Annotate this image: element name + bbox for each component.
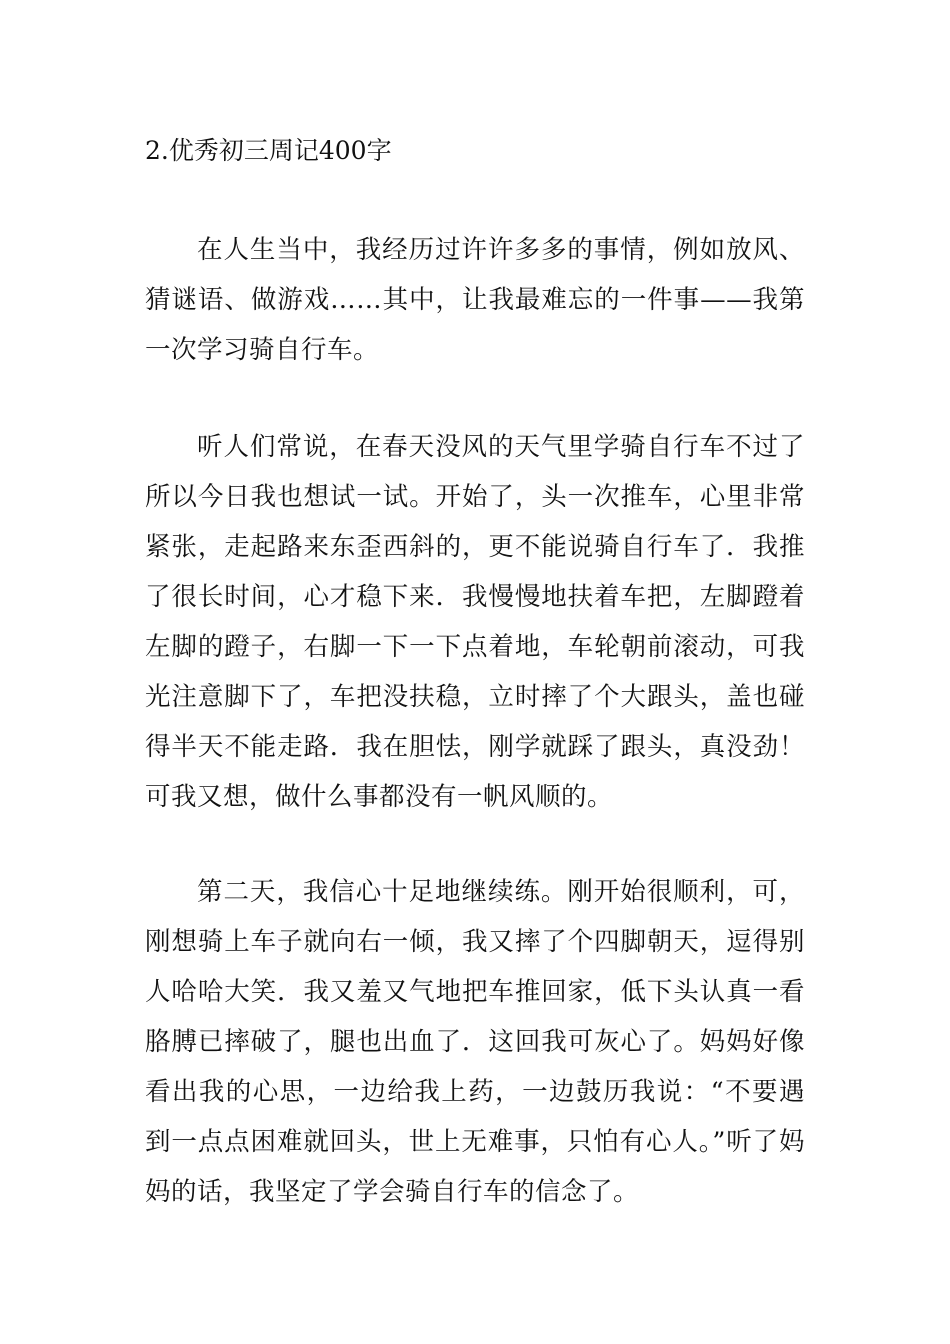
- document-heading: 2.优秀初三周记400字: [145, 136, 392, 165]
- paragraph-intro: 在人生当中，我经历过许许多多的事情，例如放风、猜谜语、做游戏……其中，让我最难忘的一件事——我第一次学习骑自行车。: [145, 235, 805, 365]
- paragraph-second-day: 第二天，我信心十足地继续练。刚开始很顺利，可，刚想骑上车子就向右一倾，我又摔了个四脚朝天，逗得别人哈哈大笑．我又羞又气地把车推回家，低下头认真一看胳膊已摔破了，腿也出血了．这回我可灰心了。妈妈好像看出我的心思，一边给我上药，一边鼓历我说：“不要遇到一点点困难就回头，世上无难事，只怕有心人。”听了妈妈的话，我坚定了学会骑自行车的信念了。: [145, 877, 805, 1207]
- paragraph-first-attempt: 听人们常说，在春天没风的天气里学骑自行车不过了所以今日我也想试一试。开始了，头一次推车，心里非常紧张，走起路来东歪西斜的，更不能说骑自行车了．我推了很长时间，心才稳下来．我慢慢地扶着车把，左脚蹬着左脚的蹬子，右脚一下一下点着地，车轮朝前滚动，可我光注意脚下了，车把没扶稳，立时摔了个大跟头，盖也碰得半天不能走路．我在胆怯，刚学就踩了跟头，真没劲！可我又想，做什么事都没有一帆风顺的。: [145, 432, 805, 812]
